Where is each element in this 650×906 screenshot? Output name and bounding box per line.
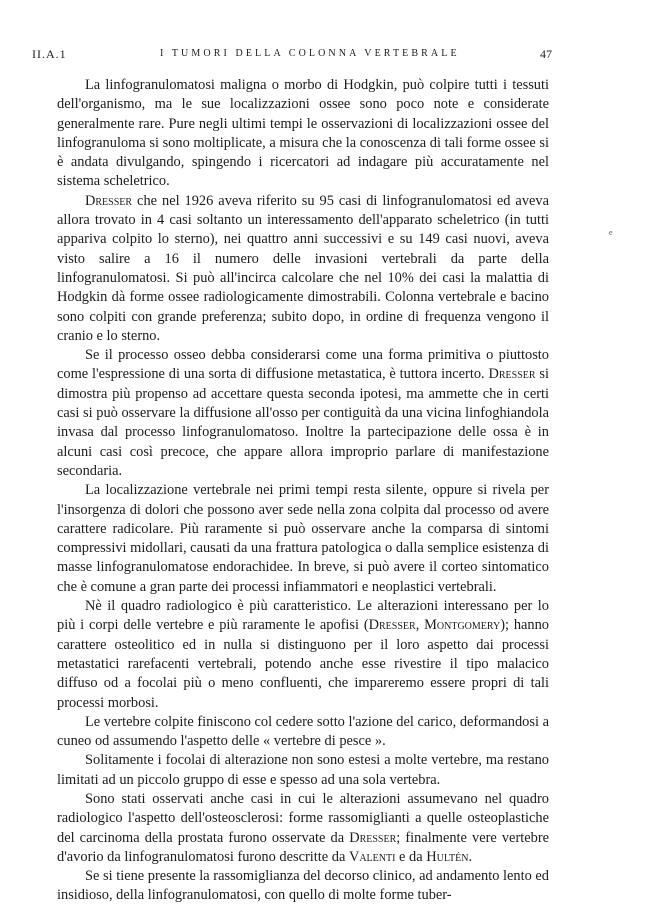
- paragraph-text: che nel 1926 aveva riferito su 95 casi di linfogranulomatosi ed aveva allora trovato in 4 casi soltanto un interessamento dell'apparato scheletrico (in tutti appariva colpito lo sterno), nei quattro anni successivi e su 149 casi nuovi, aveva visto salire a 16 il numero delle invasioni vertebrali da parte della linfogranulomatosi. Si può all'incirca calcolare che nel 10% dei casi la malattia di Hodgkin dà forme ossee radiologicamente dimostrabili. Colonna vertebrale e bacino sono colpiti con grande preferenza; subito dopo, in ordine di frequenza vengono il cranio e lo sterno.: [57, 192, 549, 344]
- author-name: Valenti: [348, 848, 396, 865]
- paragraph-text: .: [468, 848, 473, 865]
- paragraph-primary-or-metastatic: [57, 346, 549, 481]
- paragraph-vertebral-collapse: Le vertebre colpite finiscono col cedere sotto l'azione del carico, deformandosi a cuneo od assumendo l'aspetto delle « vertebre di pesce ».: [57, 713, 549, 750]
- section-number: II.A.1: [32, 47, 67, 61]
- paragraph-text: e da: [395, 848, 427, 865]
- paragraph-osteosclerosis: [57, 790, 549, 867]
- margin-mark: e: [609, 228, 613, 237]
- paragraph-text: Sono stati osservati anche casi in cui le alterazioni assumevano nel quadro radiologico l'aspetto dell'osteosclerosi: forme rassomiglianti a quelle osteoplastiche del carcinoma della prostata furono osservate da: [57, 790, 549, 846]
- paragraph-radiology: [57, 597, 549, 713]
- paragraph-text: ); hanno carattere osteolitico ed in nulla si distinguono per il loro aspetto dai processi metastatici rarefacenti vertebrali, potendo anche esse rivestire il tipo malacico diffuso od a focolai più o meno confluenti, che impareremo essere propri di tali processi morbosi.: [57, 617, 549, 711]
- paragraph-text: Nè il quadro radiologico è più caratteristico. Le alterazioni interessano per lo più i corpi delle vertebre e più raramente le apofisi (: [57, 598, 549, 634]
- paragraph-hodgkin-intro: La linfogranulomatosi maligna o morbo di Hodgkin, può colpire tutti i tessuti dell'organismo, ma le sue localizzazioni ossee sono poco note e considerate generalmente rare. Pure negli ultimi tempi le osservazioni di localizzazioni ossee del linfogranuloma si sono moltiplicate, a misura che la conoscenza di tali forme ossee si è andata divulgando, spingendo i ricercatori ad indagare più accuratamente nel sistema scheletrico.: [57, 77, 549, 190]
- author-name: Dresser: [85, 192, 133, 209]
- author-name: Dresser: [368, 617, 416, 634]
- page-number: 47: [540, 47, 552, 61]
- body-text: [57, 76, 549, 906]
- separator: ,: [415, 617, 425, 634]
- paragraph-dresser-statistics: [57, 192, 549, 346]
- paragraph-focal-extent: Solitamente i focolai di alterazione non sono estesi a molte vertebre, ma restano limitati ad un piccolo gruppo di esse e spesso ad una sola vertebra.: [57, 752, 549, 788]
- author-name: Hultén: [426, 848, 469, 865]
- paragraph-text: si dimostra più propenso ad accettare questa seconda ipotesi, ma ammette che in certi casi si può osservare la diffusione all'osso per contiguità da una vicina linfoghiandola invasa dal processo linfogranulomatoso. Inoltre la partecipazione delle ossa è in alcuni casi così precoce, che appare allora improprio parlare di manifestazione secondaria.: [57, 366, 549, 479]
- paragraph-clinical-course: Se si tiene presente la rassomiglianza del decorso clinico, ad andamento lento ed insidioso, della linfogranulomatosi, con quello di molte forme tuber-: [57, 868, 549, 904]
- author-name: Montgomery: [424, 617, 501, 634]
- author-name: Dresser: [349, 829, 397, 846]
- running-header: [32, 44, 552, 64]
- paragraph-text: Se il processo osseo debba considerarsi come una forma primitiva o piuttosto come l'espressione di una sorta di diffusione metastatica, è tuttora incerto.: [57, 347, 549, 383]
- paragraph-text: ; finalmente vere vertebre d'avorio da linfogranulomatosi furono descritte da: [57, 829, 549, 865]
- author-name: Dresser: [488, 366, 536, 383]
- running-title: I TUMORI DELLA COLONNA VERTEBRALE: [160, 48, 460, 59]
- paragraph-symptoms: La localizzazione vertebrale nei primi tempi resta silente, oppure si rivela per l'insorgenza di dolori che possono aver sede nella zona colpita dal processo od avere carattere radicolare. Più raramente si può osservare anche la comparsa di sintomi compressivi midollari, causati da una frattura patologica o dalla semplice esistenza di masse linfogranulomatose endorachidee. In breve, si può avere il corteo sintomatico che è comune a gran parte dei processi infiammatori e neoplastici vertebrali.: [57, 482, 549, 595]
